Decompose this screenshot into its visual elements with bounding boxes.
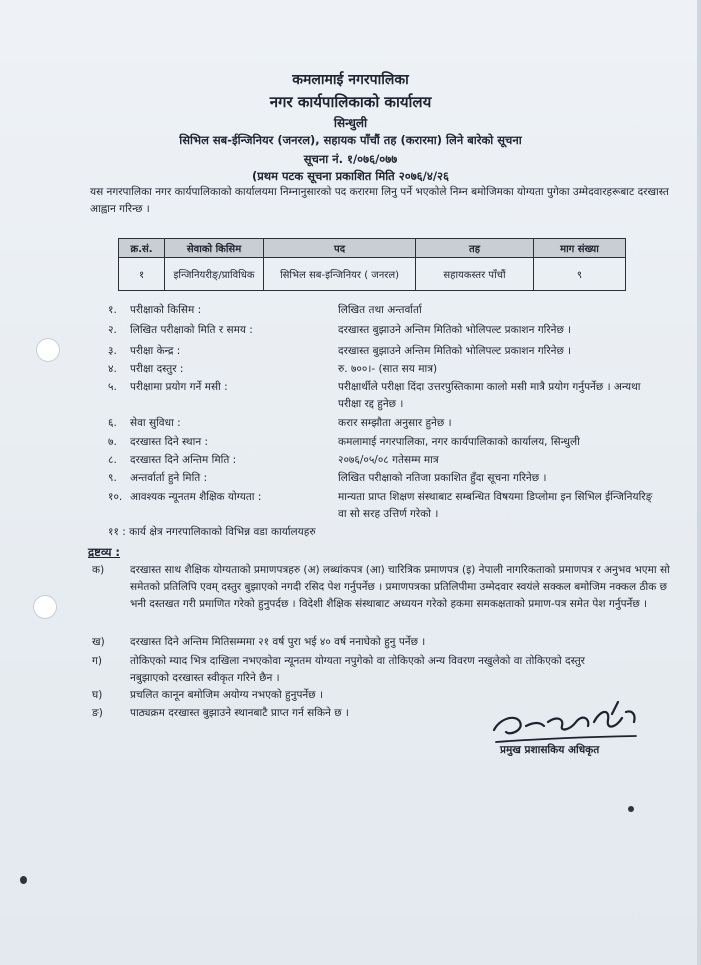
item-value: दरखास्त बुझाउने अन्तिम मितिको भोलिपल्ट प्रकाशन गरिनेछ । xyxy=(338,345,572,357)
note-text: दरखास्त साथ शैक्षिक योग्यताको प्रमाणपत्रहरु (अ) लब्धांकपत्र (आ) चारित्रिक प्रमाणपत्र (इ) नेपाली नागरिकताको प्रमाणपत्र र अनुभव भएमा सो समेतको प्रतिलिपि एवम् दस्तुर बुझाएको नगदी रसिद पेश गर्नुपर्नेछ । प्रमाणपत्रका प्रतिलिपीमा उम्मेदवार स्वयंले सक्कल बमोजिम नक्कल ठीक छ भनी दस्तखत गरी प्रमाणित गरेको हुनुपर्दछ । विदेशी शैक्षिक संस्थाबाट अध्ययन गरेको हकमा समकक्षताको प्रमाण-पत्र समेत पेश गर्नुपर्नेछ । xyxy=(130,564,670,611)
col-post: पद xyxy=(264,239,416,258)
item-value: मान्यता प्राप्त शिक्षण संस्थाबाट सम्बन्धित विषयमा डिप्लोमा इन सिभिल ईन्जिनियरिङ् वा सो सरह उत्तिर्ण गरेको । xyxy=(338,491,653,520)
item-number: २. xyxy=(108,324,117,336)
col-service: सेवाको किसिम xyxy=(165,239,264,258)
note-text: तोकिएको म्याद भित्र दाखिला नभएकोवा न्यूनतम योग्यता नपुगेको वा तोकिएको अन्य विवरण नखुलेको वा तोकिएको दस्तुर नबुझाएको दरखास्त स्वीकृत गरिने छैन । xyxy=(130,655,585,685)
col-demand: माग संख्या xyxy=(533,239,625,258)
note-label: ख) xyxy=(92,636,105,648)
table-row xyxy=(119,258,626,291)
item-value: लिखित परीक्षाको नतिजा प्रकाशित हुँदा सूचना गरिनेछ । xyxy=(338,472,547,484)
item-label: आवश्यक न्यूनतम शैक्षिक योग्यता : xyxy=(130,491,262,503)
item-number: ३. xyxy=(108,345,117,357)
item-number: ४. xyxy=(108,363,117,375)
district-title: सिन्धुली xyxy=(333,116,368,130)
item-label: परीक्षाको किसिम : xyxy=(130,304,202,316)
intro-paragraph: यस नगरपालिका नगर कार्यपालिकाको कार्यालयमा निम्नानुसारको पद करारमा लिनु पर्ने भएकोले निम्न बमोजिमका योग्यता पुगेका उम्मेदवारहरूबाट दरखास्त आह्वान गरिन्छ । xyxy=(90,186,669,215)
ink-speck xyxy=(628,806,634,812)
table-header-row xyxy=(119,239,626,258)
item-value: २०७६/०५/०८ गतेसम्म मात्र xyxy=(338,454,439,466)
cell-demand: ९ xyxy=(533,258,625,291)
item-label: दरखास्त दिने स्थान : xyxy=(130,436,209,448)
item-value: करार सम्झौता अनुसार हुनेछ । xyxy=(338,417,452,429)
col-level: तह xyxy=(416,239,534,258)
notice-subject: सिभिल सब-ईन्जिनियर (जनरल), सहायक पाँचौं तह (करारमा) लिने बारेको सूचना xyxy=(179,133,522,147)
item-label: दरखास्त दिने अन्तिम मिति : xyxy=(130,454,237,466)
note-text: प्रचलित कानून बमोजिम अयोग्य नभएको हुनुपर्नेछ । xyxy=(130,689,323,701)
item-value: परीक्षार्थीले परीक्षा दिंदा उत्तरपुस्तिकामा कालो मसी मात्रै प्रयोग गर्नुपर्नेछ । अन्यथा परीक्षा रद्द हुनेछ । xyxy=(338,381,641,410)
municipality-title: कमलामाई नगरपालिका xyxy=(292,72,409,88)
office-title: नगर कार्यपालिकाको कार्यालय xyxy=(269,93,432,111)
item-label: सेवा सुविधा : xyxy=(130,417,181,429)
cell-sn: १ xyxy=(119,258,165,291)
item-value: कमलामाई नगरपालिका, नगर कार्यपालिकाको कार्यालय, सिन्धुली xyxy=(338,436,580,448)
item-label: लिखित परीक्षाको मिति र समय : xyxy=(130,324,253,336)
note-label: क) xyxy=(92,564,105,576)
note-text: पाठ्यक्रम दरखास्त बुझाउने स्थानबाटै प्राप्त गर्न सकिने छ । xyxy=(130,707,349,719)
signatory-title: प्रमुख प्रशासकिय अधिकृत xyxy=(500,744,600,756)
col-sn: क्र.सं. xyxy=(119,239,165,258)
item-value: दरखास्त बुझाउने अन्तिम मितिको भोलिपल्ट प्रकाशन गरिनेछ । xyxy=(338,324,572,336)
cell-level: सहायकस्तर पाँचौं xyxy=(416,258,534,291)
item-value: रु. ७००।- (सात सय मात्र) xyxy=(338,363,438,375)
cell-post: सिभिल सब-इन्जिनियर ( जनरल) xyxy=(264,258,416,291)
vacancy-table xyxy=(118,238,626,291)
item-number: ९. xyxy=(108,472,117,484)
item-number: १. xyxy=(108,304,117,316)
note-label: घ) xyxy=(92,689,103,701)
cell-service: इन्जिनियरीङ्/प्राविधिक xyxy=(165,258,264,291)
item-value: लिखित तथा अन्तर्वार्ता xyxy=(338,304,422,316)
punch-hole-bottom xyxy=(33,595,57,619)
note-text: दरखास्त दिने अन्तिम मितिसम्ममा २१ वर्ष पुरा भई ४० वर्ष ननाघेको हुनु पर्नेछ । xyxy=(130,636,426,648)
item-number: ७. xyxy=(108,436,117,448)
item-label: परीक्षा केन्द्र : xyxy=(130,345,181,357)
item-number: ८. xyxy=(108,454,117,466)
note-label: ङ) xyxy=(92,707,103,719)
notes-heading: द्रष्टव्य : xyxy=(88,545,121,559)
item-label: परीक्षा दस्तुर : xyxy=(130,363,184,375)
item-work-area: ११ : कार्य क्षेत्र नगरपालिकाको विभिन्न वडा कार्यालयहरु xyxy=(108,526,316,538)
item-number: ६. xyxy=(108,417,117,429)
notice-number: सूचना नं. १/०७६/०७७ xyxy=(303,152,398,166)
publish-date: (प्रथम पटक सूचना प्रकाशित मिति २०७६/४/२६ xyxy=(252,169,449,183)
note-label: ग) xyxy=(92,655,103,667)
ink-speck xyxy=(20,876,27,884)
item-number: १०. xyxy=(108,491,123,503)
item-label: अन्तर्वार्ता हुने मिति : xyxy=(130,472,208,484)
punch-hole-top xyxy=(36,338,60,362)
item-label: परीक्षामा प्रयोग गर्ने मसी : xyxy=(130,381,228,393)
item-number: ५. xyxy=(108,381,117,393)
